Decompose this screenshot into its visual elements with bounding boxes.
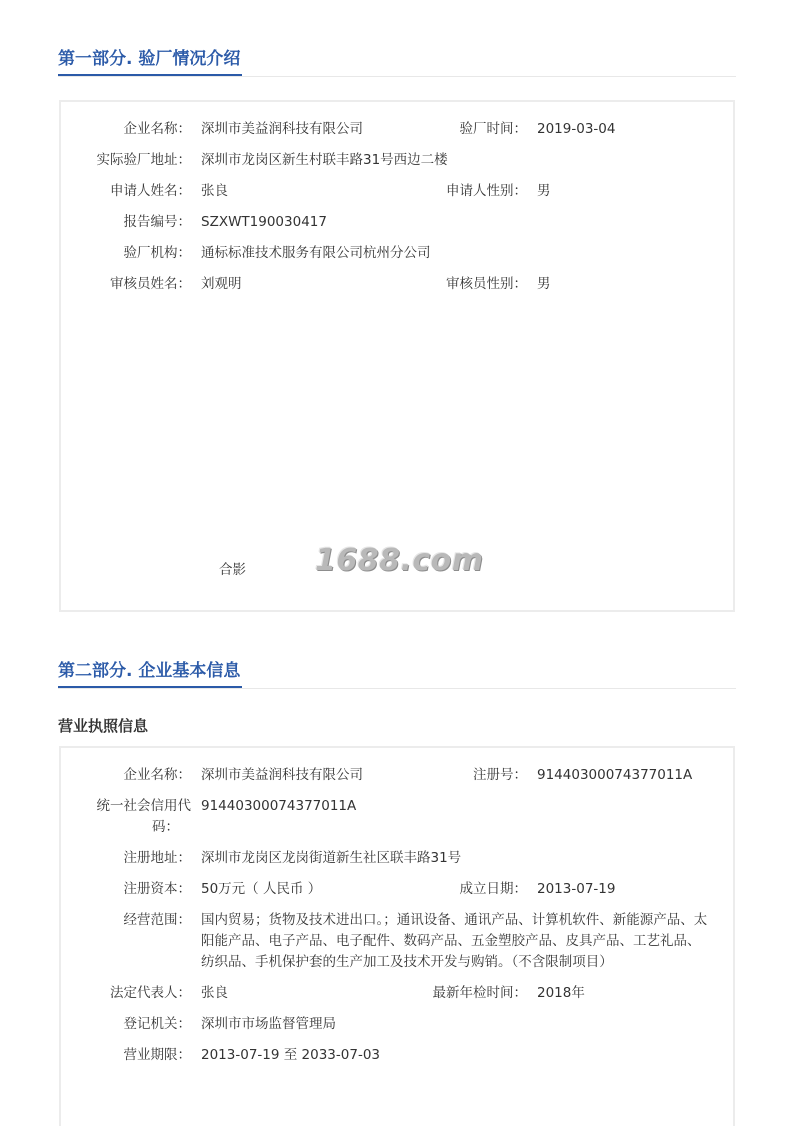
business-license-panel xyxy=(59,746,735,1126)
applicant-label: 申请人姓名： xyxy=(110,183,191,199)
row-scope xyxy=(61,910,733,973)
scope-value: 国内贸易；货物及技术进出口。；通讯设备、通讯产品、计算机软件、新能源产品、太阳能产品、电子产品、电子配件、数码产品、五金塑胶产品、皮具产品、工艺礼品、纺织品、手机保护套的生产加工及技术开发与购销。（不含限制项目） xyxy=(201,912,708,970)
auditor-gender-label: 审核员性别： xyxy=(446,276,527,292)
authority-label: 登记机关： xyxy=(123,1016,191,1032)
reg-address-value: 深圳市龙岗区龙岗街道新生社区联丰路31号 xyxy=(201,850,462,866)
group-photo-label: 合影 xyxy=(219,562,246,578)
watermark-logo: 1688.com xyxy=(315,543,484,578)
business-license-subtitle: 营业执照信息 xyxy=(58,717,149,735)
license-company-name-label: 企业名称： xyxy=(123,767,191,783)
credit-code-label-line1: 统一社会信用代 xyxy=(96,798,191,814)
capital-label: 注册资本： xyxy=(123,881,191,897)
authority-value: 深圳市市场监督管理局 xyxy=(201,1016,336,1032)
section-header-part1 xyxy=(58,44,736,77)
agency-label: 验厂机构： xyxy=(123,245,191,261)
agency-value: 通标标准技术服务有限公司杭州分公司 xyxy=(201,245,431,261)
audit-time-value: 2019-03-04 xyxy=(537,121,616,137)
capital-value: 50万元（ 人民币 ） xyxy=(201,881,322,897)
section-header-part2 xyxy=(58,656,736,689)
section-title-part1: 第一部分. 验厂情况介绍 xyxy=(58,48,242,76)
auditor-value: 刘观明 xyxy=(201,276,242,292)
term-label: 营业期限： xyxy=(123,1047,191,1063)
address-label: 实际验厂地址： xyxy=(96,152,191,168)
applicant-gender-label: 申请人性别： xyxy=(446,183,527,199)
scope-label: 经营范围： xyxy=(123,912,191,928)
founded-value: 2013-07-19 xyxy=(537,881,616,897)
row-credit-code xyxy=(61,796,733,838)
credit-code-value: 91440300074377011A xyxy=(201,798,357,814)
auditor-gender-value: 男 xyxy=(537,276,551,292)
reg-no-value: 91440300074377011A xyxy=(537,767,693,783)
applicant-gender-value: 男 xyxy=(537,183,551,199)
license-company-name-value: 深圳市美益润科技有限公司 xyxy=(201,767,363,783)
auditor-label: 审核员姓名： xyxy=(110,276,191,292)
reg-address-label: 注册地址： xyxy=(123,850,191,866)
audit-time-label: 验厂时间： xyxy=(459,121,527,137)
legal-rep-label: 法定代表人： xyxy=(110,985,191,1001)
reg-no-label: 注册号： xyxy=(473,767,527,783)
annual-check-value: 2018年 xyxy=(537,985,585,1001)
legal-rep-value: 张良 xyxy=(201,985,228,1001)
report-no-value: SZXWT190030417 xyxy=(201,214,327,230)
section-title-part2: 第二部分. 企业基本信息 xyxy=(58,660,242,688)
company-name-label: 企业名称： xyxy=(123,121,191,137)
company-name-value: 深圳市美益润科技有限公司 xyxy=(201,121,363,137)
address-value: 深圳市龙岗区新生村联丰路31号西边二楼 xyxy=(201,152,448,168)
report-no-label: 报告编号： xyxy=(123,214,191,230)
annual-check-label: 最新年检时间： xyxy=(432,985,527,1001)
audit-info-panel xyxy=(59,100,735,612)
credit-code-label-line2: 码： xyxy=(152,819,179,835)
term-value: 2013-07-19 至 2033-07-03 xyxy=(201,1047,380,1063)
applicant-value: 张良 xyxy=(201,183,228,199)
founded-label: 成立日期： xyxy=(459,881,527,897)
